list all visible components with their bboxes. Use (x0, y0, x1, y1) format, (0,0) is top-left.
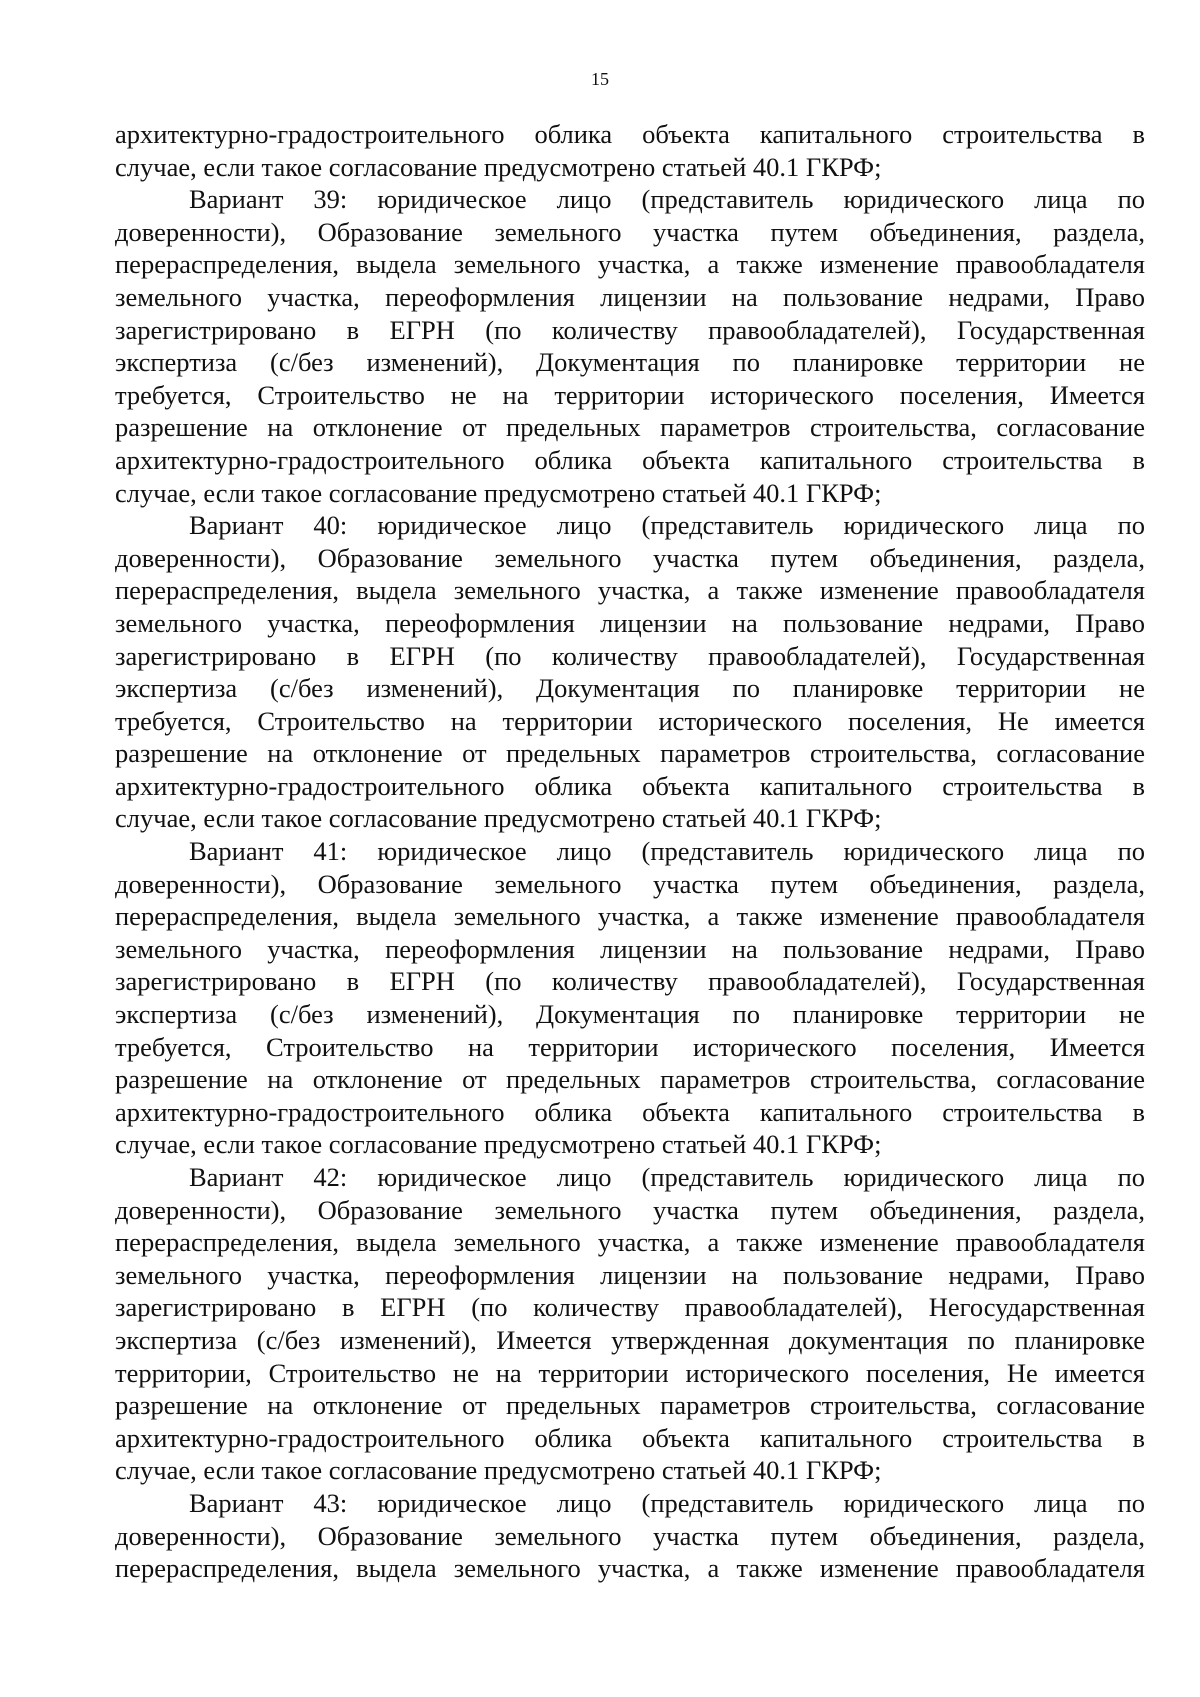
paragraph-line: земельного участка, переоформления лицензии на пользование недрами, Право (115, 1259, 1145, 1290)
paragraph-line: перераспределения, выдела земельного участка, а также изменение правообладателя (115, 901, 1145, 932)
paragraph-last-line: случае, если такое согласование предусмотрено статьей 40.1 ГКРФ; (115, 803, 882, 834)
variant-42-first-line: Вариант 42: юридическое лицо (представитель юридического лица по (189, 1162, 1145, 1192)
paragraph-line: зарегистрировано в ЕГРН (по количеству правообладателей), Государственная (115, 314, 1145, 345)
paragraph-line: доверенности), Образование земельного участка путем объединения, раздела, (115, 868, 1145, 899)
paragraph-line: экспертиза (с/без изменений), Документация по планировке территории не (115, 999, 1145, 1030)
page-number: 15 (591, 69, 609, 89)
paragraph-last-line: случае, если такое согласование предусмотрено статьей 40.1 ГКРФ; (115, 477, 882, 508)
paragraph-line: экспертиза (с/без изменений), Имеется утвержденная документация по планировке (115, 1324, 1145, 1355)
variant-39-first-line: Вариант 39: юридическое лицо (представитель юридического лица по (189, 184, 1145, 215)
paragraph-line: перераспределения, выдела земельного участка, а также изменение правообладателя (115, 1227, 1145, 1258)
paragraph-line: доверенности), Образование земельного участка путем объединения, раздела, (115, 542, 1145, 573)
variant-41-first-line: Вариант 41: юридическое лицо (представитель юридического лица по (189, 836, 1145, 867)
paragraph-line: архитектурно-градостроительного облика объекта капитального строительства в (115, 770, 1145, 801)
paragraph-line: разрешение на отклонение от предельных параметров строительства, согласование (115, 412, 1145, 443)
paragraph-line: требуется, Строительство на территории исторического поселения, Не имеется (115, 705, 1145, 736)
paragraph-line: разрешение на отклонение от предельных параметров строительства, согласование (115, 738, 1145, 769)
paragraph-last-line: случае, если такое согласование предусмотрено статьей 40.1 ГКРФ; (115, 1455, 882, 1486)
paragraph-line: архитектурно-градостроительного облика объекта капитального строительства в (115, 444, 1145, 475)
paragraph-line: экспертиза (с/без изменений), Документация по планировке территории не (115, 673, 1145, 704)
paragraph-line: перераспределения, выдела земельного участка, а также изменение правообладателя (115, 1553, 1145, 1584)
paragraph-line: земельного участка, переоформления лицензии на пользование недрами, Право (115, 933, 1145, 964)
paragraph-continuation: архитектурно-градостроительного облика объекта капитального строительства в (115, 119, 1145, 149)
paragraph-line: архитектурно-градостроительного облика объекта капитального строительства в (115, 1096, 1145, 1127)
paragraph-line: зарегистрировано в ЕГРН (по количеству правообладателей), Государственная (115, 640, 1145, 671)
paragraph-line: земельного участка, переоформления лицензии на пользование недрами, Право (115, 281, 1145, 312)
paragraph-line: перераспределения, выдела земельного участка, а также изменение правообладателя (115, 575, 1145, 606)
paragraph-line: доверенности), Образование земельного участка путем объединения, раздела, (115, 1520, 1145, 1551)
paragraph-line: территории, Строительство не на территории исторического поселения, Не имеется (115, 1357, 1145, 1388)
paragraph-line: зарегистрировано в ЕГРН (по количеству правообладателей), Государственная (115, 966, 1145, 997)
paragraph-line: требуется, Строительство на территории исторического поселения, Имеется (115, 1031, 1145, 1062)
variant-43-first-line: Вариант 43: юридическое лицо (представитель юридического лица по (189, 1487, 1145, 1518)
paragraph-line: архитектурно-градостроительного облика объекта капитального строительства в (115, 1422, 1145, 1453)
variant-40-first-line: Вариант 40: юридическое лицо (представитель юридического лица по (189, 510, 1145, 541)
paragraph-line: доверенности), Образование земельного участка путем объединения, раздела, (115, 216, 1145, 247)
paragraph-line: доверенности), Образование земельного участка путем объединения, раздела, (115, 1194, 1145, 1225)
paragraph-line: разрешение на отклонение от предельных параметров строительства, согласование (115, 1390, 1145, 1421)
paragraph-line: земельного участка, переоформления лицензии на пользование недрами, Право (115, 607, 1145, 638)
paragraph-line: требуется, Строительство не на территории исторического поселения, Имеется (115, 379, 1145, 410)
paragraph-line: зарегистрировано в ЕГРН (по количеству правообладателей), Негосударственная (115, 1292, 1145, 1323)
paragraph-line: разрешение на отклонение от предельных параметров строительства, согласование (115, 1064, 1145, 1095)
paragraph-last-line: случае, если такое согласование предусмотрено статьей 40.1 ГКРФ; (115, 1129, 882, 1160)
paragraph-last-line: случае, если такое согласование предусмотрено статьей 40.1 ГКРФ; (115, 151, 882, 182)
paragraph-line: перераспределения, выдела земельного участка, а также изменение правообладателя (115, 249, 1145, 280)
paragraph-line: экспертиза (с/без изменений), Документация по планировке территории не (115, 347, 1145, 378)
document-body (115, 118, 1145, 1585)
